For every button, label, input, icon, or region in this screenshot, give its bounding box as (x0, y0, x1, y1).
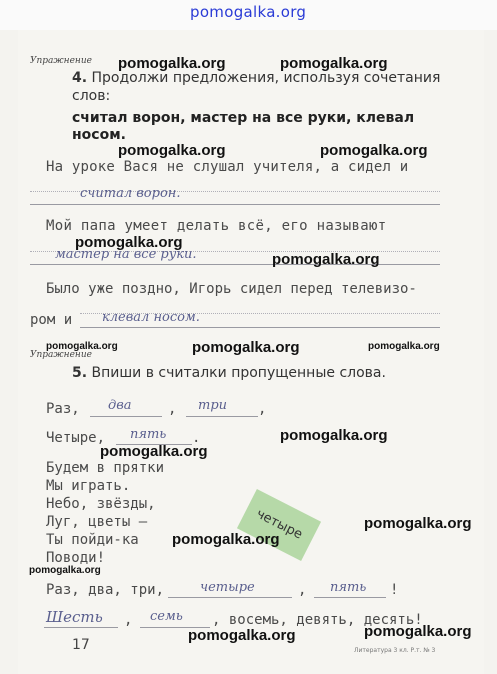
page-number: 17 (72, 637, 90, 653)
footer-imprint: Литература 3 кл. Р.т. № 3 (354, 647, 436, 654)
watermark-3: pomogalka.org (118, 142, 226, 159)
rhyme-line-6: Луг, цветы — (46, 514, 148, 530)
watermark-8: pomogalka.org (192, 339, 300, 356)
rhyme-line-9-end: ! (390, 582, 399, 598)
sentence-2-line: Мой папа умеет делать всё, его называют (46, 218, 387, 234)
rhyme-line-2-start: Четыре, (46, 430, 106, 446)
watermark-top: pomogalka.org (190, 3, 307, 21)
rhyme-line-3: Будем в прятки (46, 460, 165, 476)
rhyme-line-5: Небо, звёзды, (46, 496, 156, 512)
watermark-2: pomogalka.org (280, 55, 388, 72)
phrases-line-1: считал ворон, мастер на все руки, клевал (72, 110, 415, 126)
answer-line-1 (30, 204, 440, 205)
rhyme-blank-5 (314, 597, 386, 598)
rhyme-line-10-end: , восемь, девять, десять! (212, 612, 423, 628)
exercise-4-number: 4. (72, 70, 88, 86)
watermark-4: pomogalka.org (320, 142, 428, 159)
exercise-5-label: Упражнение (30, 350, 92, 360)
watermark-6: pomogalka.org (272, 251, 380, 268)
exercise-5-instruction (72, 365, 386, 381)
exercise-4-instruction-text: Продолжи предложения, используя сочетания (91, 70, 441, 86)
sentence-3-start: ром и (30, 312, 73, 328)
rhyme-answer-5: пять (330, 580, 367, 595)
watermark-5: pomogalka.org (75, 234, 183, 251)
rhyme-line-1-sep: , (168, 401, 177, 417)
rhyme-blank-1 (90, 416, 162, 417)
rhyme-line-4: Мы играть. (46, 478, 131, 494)
rhyme-line-9-start: Раз, два, три, (46, 582, 165, 598)
watermark-7: pomogalka.org (46, 341, 118, 352)
sentence-1-answer: считал ворон. (80, 186, 181, 201)
rhyme-answer-1: два (108, 398, 132, 413)
sentence-2-answer: мастер на все руки. (55, 247, 197, 262)
sentence-3-answer: клевал носом. (102, 310, 200, 325)
rhyme-answer-4: четыре (200, 580, 255, 595)
rhyme-line-1-end: , (258, 401, 267, 417)
phrases-line-2: носом. (72, 127, 126, 143)
exercise-4-label: Упражнение (30, 56, 92, 66)
rhyme-blank-6 (44, 627, 118, 628)
rhyme-answer-3: пять (130, 427, 167, 442)
answer-line-3 (80, 327, 440, 328)
rhyme-line-9-sep: , (298, 582, 307, 598)
watermark-12: pomogalka.org (364, 515, 472, 532)
watermark-14: pomogalka.org (29, 565, 101, 576)
rhyme-line-10-sep: , (124, 612, 133, 628)
rhyme-blank-2 (186, 416, 258, 417)
watermark-15: pomogalka.org (188, 627, 296, 644)
watermark-10: pomogalka.org (280, 427, 388, 444)
watermark-11: pomogalka.org (100, 443, 208, 460)
exercise-4-instruction-1 (72, 70, 440, 86)
watermark-9: pomogalka.org (368, 341, 440, 352)
rhyme-line-1-start: Раз, (46, 401, 80, 417)
sentence-1-line: На уроке Вася не слушал учителя, а сидел и (46, 159, 409, 175)
sentence-3-line: Было уже поздно, Игорь сидел перед телевизо- (46, 281, 417, 297)
watermark-1: pomogalka.org (118, 55, 226, 72)
exercise-5-number: 5. (72, 365, 88, 381)
rhyme-line-2-end: . (192, 430, 201, 446)
watermark-16: pomogalka.org (364, 623, 472, 640)
exercise-5-instruction-text: Впиши в считалки пропущенные слова. (91, 365, 386, 381)
rhyme-answer-7: семь (150, 609, 183, 624)
rhyme-answer-2: три (198, 398, 228, 413)
watermark-13: pomogalka.org (172, 531, 280, 548)
rhyme-blank-4 (168, 597, 292, 598)
rhyme-line-8: Поводи! (46, 550, 106, 566)
rhyme-answer-6: Шесть (46, 608, 103, 626)
exercise-4-instruction-2: слов: (72, 88, 111, 104)
rhyme-line-7: Ты пойди-ка (46, 532, 139, 548)
sticker-text: четыре (253, 506, 305, 543)
